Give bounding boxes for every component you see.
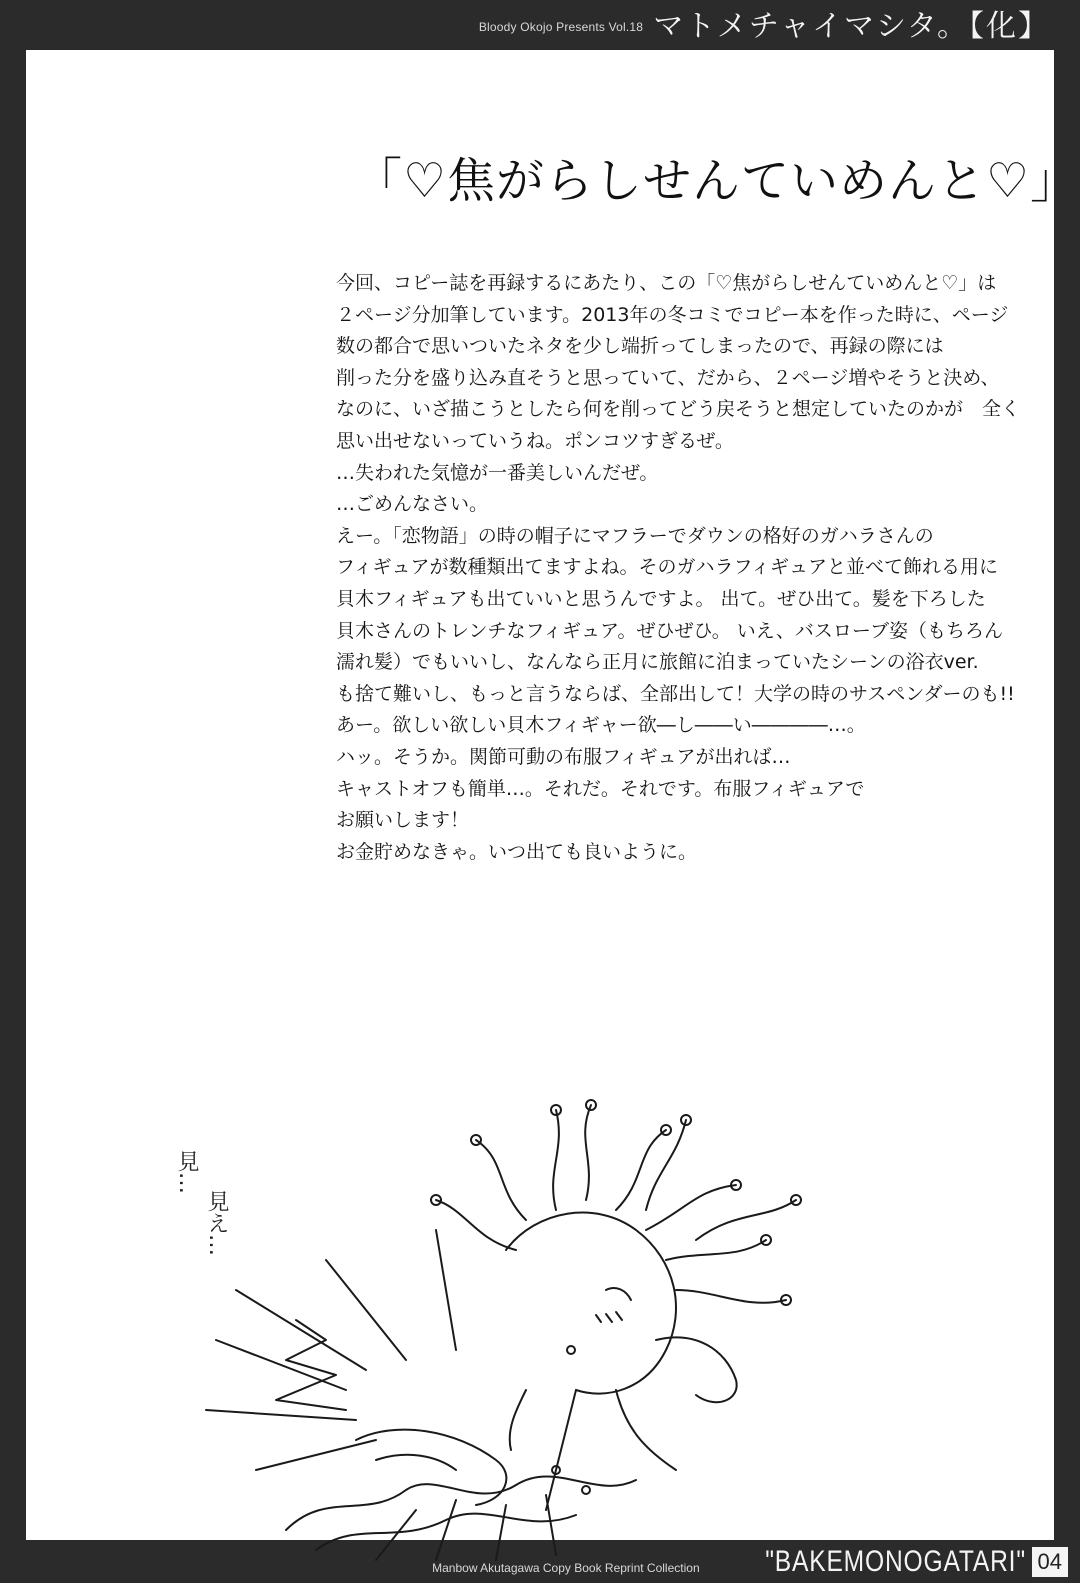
footer-collection: Manbow Akutagawa Copy Book Reprint Collection: [432, 1561, 700, 1575]
paragraph-line: お願いします！: [336, 809, 470, 832]
page-title: 「♡焦がらしせんていめんと♡」: [354, 153, 1080, 209]
paragraph-line: お金貯めなきゃ。いつ出ても良いように。: [336, 840, 698, 863]
paragraph-line: フィギュアが数種類出てますよね。そのガハラフィギュアと並べて飾れる用に: [336, 556, 998, 579]
illustration-sketch: [176, 1090, 896, 1570]
footer-title: "BAKEMONOGATARI": [764, 1545, 1026, 1578]
header-title: マトメチャイマシタ。【化】: [653, 9, 1050, 44]
header-bar: [0, 0, 1080, 46]
footer-bar: [0, 1540, 1080, 1583]
paragraph-line: …失われた気憶が一番美しいんだぜ。: [336, 461, 659, 484]
paragraph-line: キャストオフも簡単…。それだ。それです。布服フィギュアで: [336, 777, 865, 800]
paragraph-line: 思い出せないっていうね。ポンコツすぎるぜ。: [336, 429, 734, 452]
header-series: Bloody Okojo Presents Vol.18: [478, 20, 644, 34]
paragraph-line: も捨て難いし、もっと言うならば、全部出して！大学の時のサスペンダーのも!!: [336, 682, 1015, 705]
body-text: [336, 268, 1021, 868]
paragraph-line: 濡れ髪）でもいいし、なんなら正月に旅館に泊まっていたシーンの浴衣ver.: [336, 651, 979, 674]
paragraph-line: 数の都合で思いついたネタを少し端折ってしまったので、再録の際には: [336, 335, 944, 358]
paragraph-line: 削った分を盛り込み直そうと思っていて、だから、２ページ増やそうと決め、: [336, 366, 1000, 389]
paragraph-line: ハッ。そうか。関節可動の布服フィギュアが出れば…: [336, 745, 791, 768]
paragraph-line: 貝木フィギュアも出ていいと思うんですよ。 出て。ぜひ出て。髪を下ろした: [336, 587, 986, 610]
page-number: 04: [1032, 1547, 1068, 1577]
paragraph-line: 今回、コピー誌を再録するにあたり、この「♡焦がらしせんていめんと♡」は: [336, 272, 997, 294]
paragraph-line: 貝木さんのトレンチなフィギュア。ぜひぜひ。 いえ、バスローブ姿（もちろん: [336, 619, 1003, 642]
page-sheet: [26, 50, 1080, 1540]
paragraph-line: ２ページ分加筆しています。2013年の冬コミでコピー本を作った時に、ページ: [336, 303, 1009, 326]
paragraph-line: えー。「恋物語」の時の帽子にマフラーでダウンの格好のガハラさんの: [336, 524, 934, 547]
illustration-caption-2: 見え…: [204, 1190, 229, 1256]
paragraph-line: …ごめんなさい。: [336, 493, 489, 516]
paragraph-line: なのに、いざ描こうとしたら何を削ってどう戻そうと想定していたのかが 全く: [336, 398, 1021, 421]
paragraph-line: あー。欲しい欲しい貝木フィギャー欲―し――い――――…。: [336, 714, 866, 737]
illustration-caption-1: 見…: [174, 1150, 199, 1194]
